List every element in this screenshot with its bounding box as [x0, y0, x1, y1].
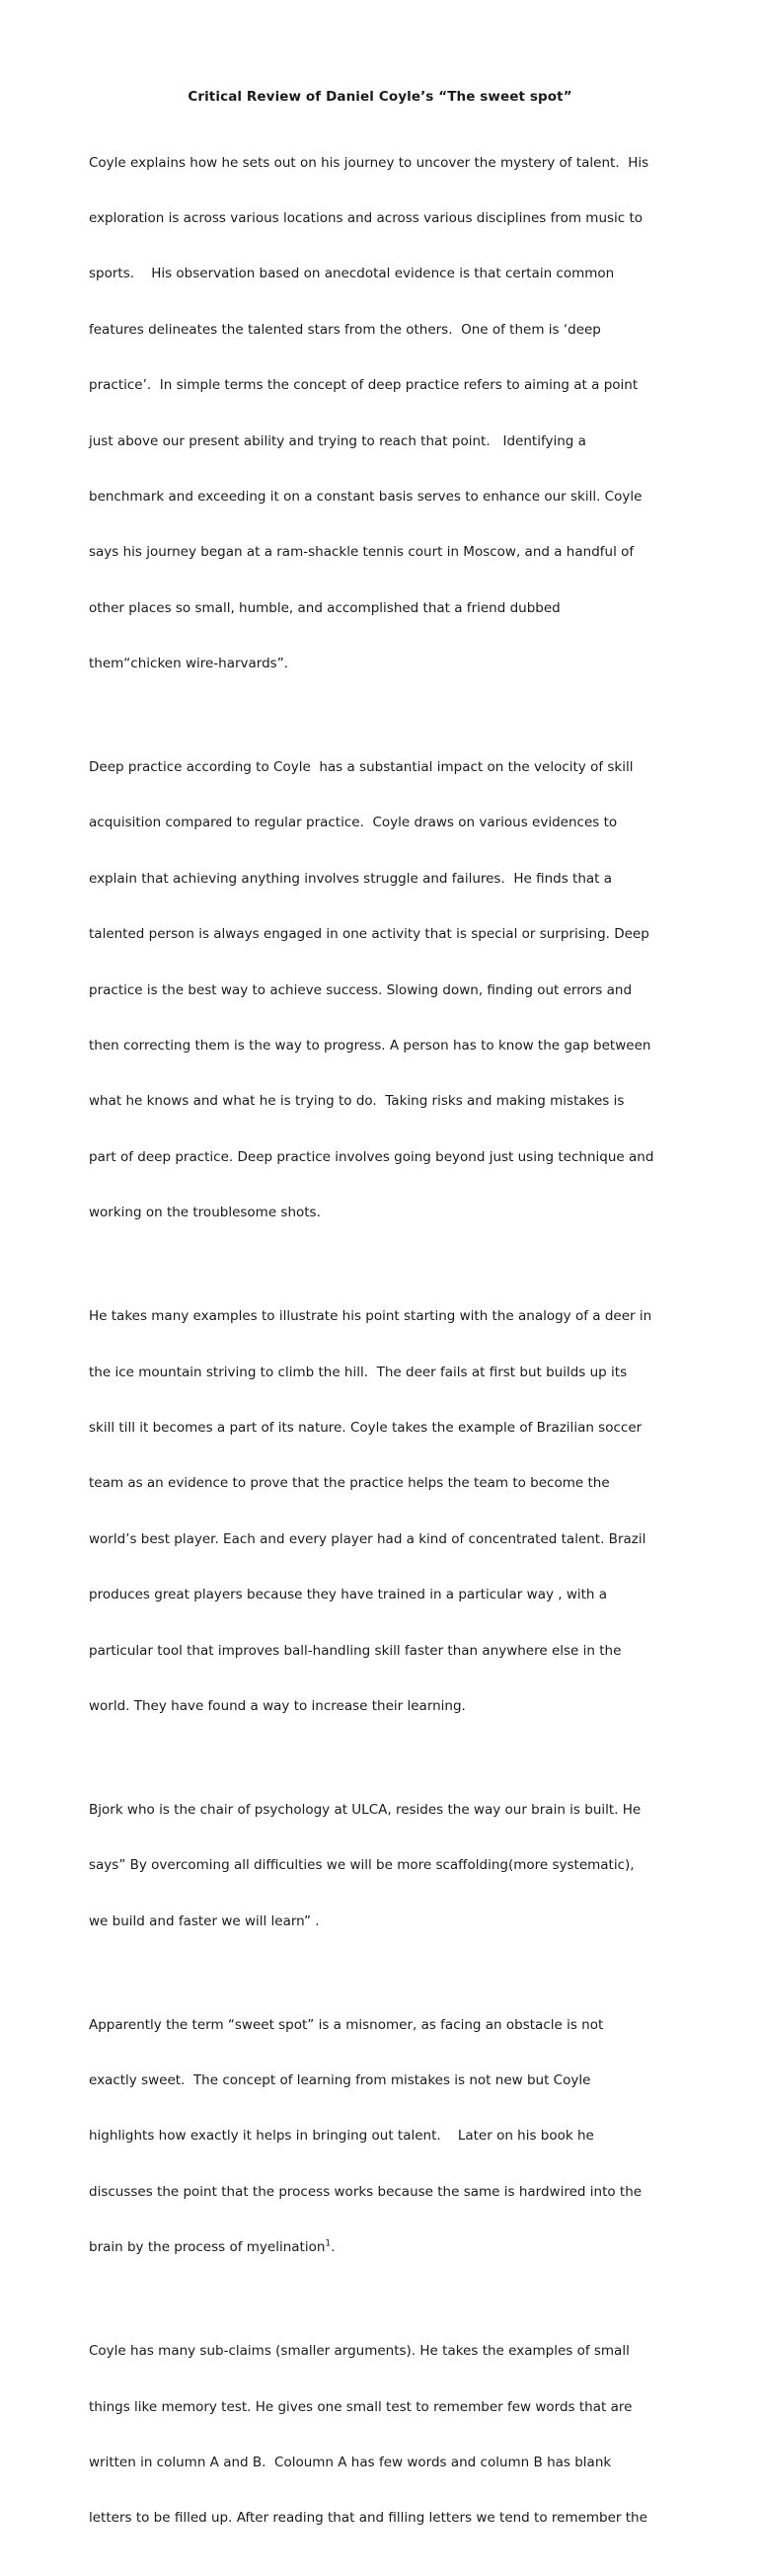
text-line: Apparently the term “sweet spot” is a misnomer, as facing an obstacle is not — [89, 2016, 604, 2033]
text-line: benchmark and exceeding it on a constant basis serves to enhance our skill. Coyle — [89, 488, 643, 505]
text-fragment: . — [331, 2239, 336, 2256]
text-line: features delineates the talented stars from the others. One of them is ‘deep — [89, 321, 601, 338]
text-line: particular tool that improves ball-handling skill faster than anywhere else in the — [89, 1642, 622, 1659]
text-line: letters to be filled up. After reading that and filling letters we tend to remember the — [89, 2510, 647, 2527]
text-line: acquisition compared to regular practice. Coyle draws on various evidences to — [89, 815, 618, 831]
paragraph-3 — [89, 1271, 671, 1754]
text-line: Coyle has many sub-claims (smaller arguments). He takes the examples of small — [89, 2343, 630, 2360]
paragraph-2 — [89, 722, 671, 1260]
text-line: practice is the best way to achieve success. Slowing down, finding out errors and — [89, 981, 633, 998]
text-line: He takes many examples to illustrate his point starting with the analogy of a deer in — [89, 1308, 652, 1325]
text-line: highlights how exactly it helps in bringing out talent. Later on his book he — [89, 2128, 594, 2145]
text-line: explain that achieving anything involves struggle and failures. He finds that a — [89, 870, 613, 887]
paragraph-1 — [89, 117, 671, 711]
text-fragment: brain by the process of myelination — [89, 2239, 326, 2256]
text-line: talented person is always engaged in one activity that is special or surprising. Deep — [89, 926, 649, 943]
text-line-with-footnote — [89, 2238, 671, 2257]
text-line: we build and faster we will learn” . — [89, 1912, 320, 1929]
document-body — [89, 88, 671, 2576]
paragraph-6 — [89, 2305, 671, 2565]
text-line: exactly sweet. The concept of learning from mistakes is not new but Coyle — [89, 2072, 591, 2089]
footnote-marker: 1 — [325, 2238, 332, 2249]
paragraph-5 — [89, 1979, 671, 2295]
text-line: then correcting them is the way to progress. A person has to know the gap between — [89, 1038, 651, 1054]
text-line: discusses the point that the process works because the same is hardwired into the — [89, 2183, 643, 2200]
text-line: practice’. In simple terms the concept of deep practice refers to aiming at a point — [89, 377, 639, 394]
text-line: the ice mountain striving to climb the hill. The deer fails at first but builds up its — [89, 1364, 628, 1380]
text-line: produces great players because they have trained in a particular way , with a — [89, 1587, 608, 1603]
text-line: Bjork who is the chair of psychology at ULCA, resides the way our brain is built. He — [89, 1801, 642, 1818]
text-line: part of deep practice. Deep practice involves going beyond just using technique and — [89, 1148, 654, 1165]
text-line: world. They have found a way to increase their learning. — [89, 1697, 466, 1714]
text-line: them“chicken wire-harvards”. — [89, 656, 289, 672]
text-line: other places so small, humble, and accomplished that a friend dubbed — [89, 599, 561, 616]
text-line: exploration is across various locations and across various disciplines from music to — [89, 209, 644, 226]
text-line: Coyle explains how he sets out on his journey to uncover the mystery of talent. His — [89, 154, 649, 171]
document-title: Critical Review of Daniel Coyle’s “The sweet spot” — [188, 89, 572, 105]
text-line: says” By overcoming all difficulties we will be more scaffolding(more systematic), — [89, 1857, 635, 1874]
text-line: world’s best player. Each and every player had a kind of concentrated talent. Brazil — [89, 1530, 646, 1547]
text-line: says his journey began at a ram-shackle tennis court in Moscow, and a handful of — [89, 544, 635, 561]
text-line: written in column A and B. Coloumn A has few words and column B has blank — [89, 2455, 612, 2471]
text-line: Deep practice according to Coyle has a substantial impact on the velocity of skill — [89, 759, 634, 776]
paragraph-4 — [89, 1763, 671, 1968]
text-line: sports. His observation based on anecdotal evidence is that certain common — [89, 266, 615, 282]
text-line: team as an evidence to prove that the practice helps the team to become the — [89, 1475, 610, 1492]
text-line: working on the troublesome shots. — [89, 1205, 321, 1221]
text-line: things like memory test. He gives one small test to remember few words that are — [89, 2398, 633, 2415]
text-line: what he knows and what he is trying to do. Taking risks and making mistakes is — [89, 1093, 625, 1110]
text-line: just above our present ability and trying to reach that point. Identifying a — [89, 432, 586, 449]
text-line: skill till it becomes a part of its nature. Coyle takes the example of Brazilian soccer — [89, 1419, 643, 1436]
